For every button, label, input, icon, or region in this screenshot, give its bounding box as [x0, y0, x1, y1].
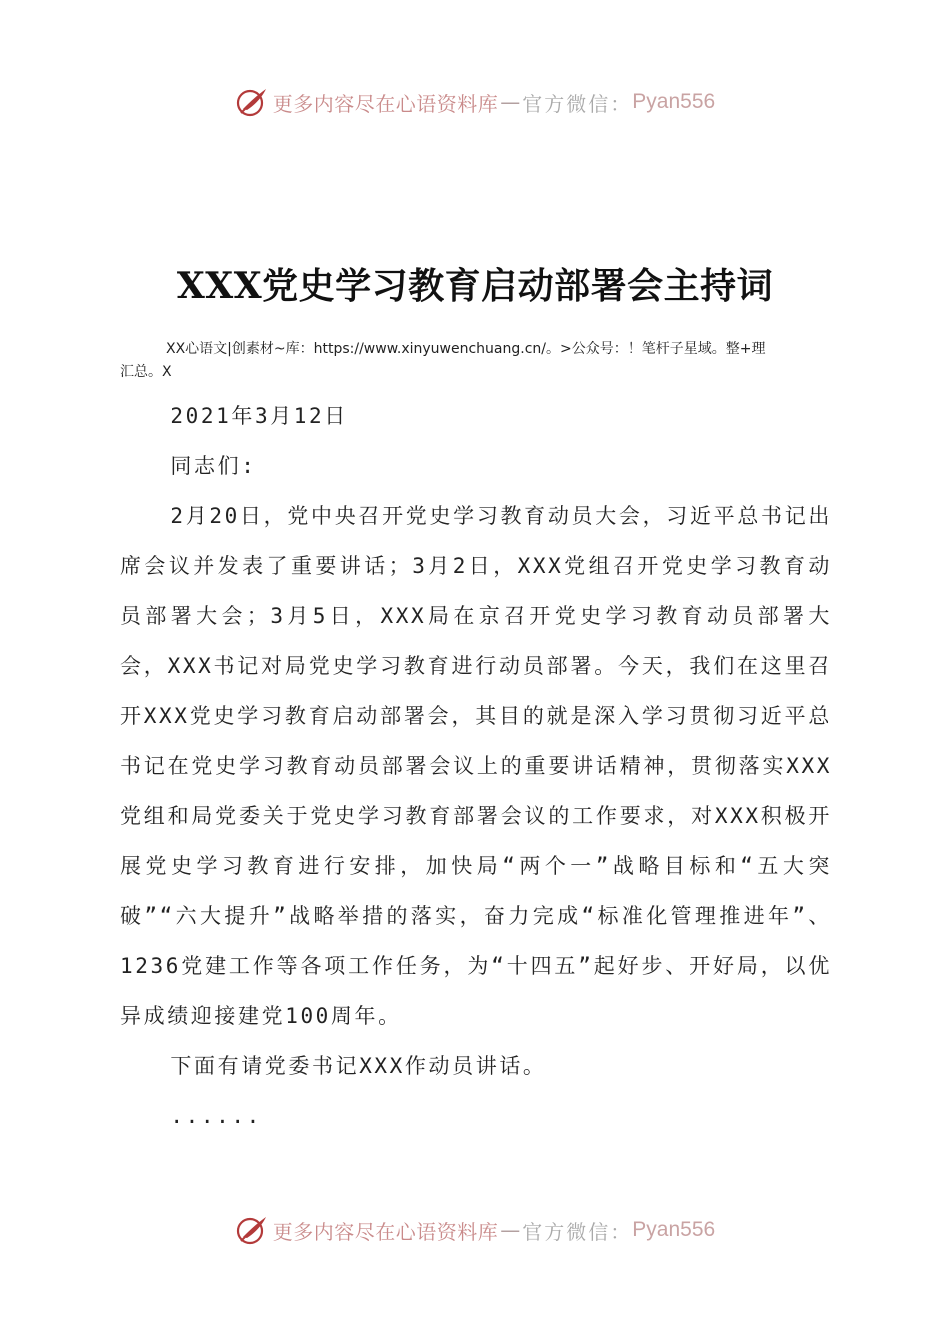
source-note-line1: XX心语文|创素材~库：https://www.xinyuwenchuang.cn/。>公众号：！笔杆子星域。整+理	[166, 341, 766, 357]
invite-paragraph: 下面有请党委书记XXX作动员讲话。	[170, 1054, 547, 1078]
banner-main-text: 更多内容尽在心语资料库	[272, 91, 499, 116]
banner-separator: —	[500, 1218, 521, 1242]
ellipsis-paragraph: ......	[170, 1104, 262, 1128]
banner-wechat-label: 官方微信：	[522, 91, 633, 116]
source-note	[120, 338, 836, 384]
banner-wechat-id: Pyan556	[632, 90, 716, 113]
document-date: 2021年3月12日	[170, 404, 348, 428]
banner-main-text: 更多内容尽在心语资料库	[272, 1219, 499, 1244]
document-title: XXX党史学习教育启动部署会主持词	[176, 265, 774, 307]
document-salutation: 同志们:	[170, 454, 257, 478]
banner-wechat-id: Pyan556	[632, 1218, 716, 1241]
header-watermark-banner	[0, 82, 950, 122]
quill-circle-icon	[235, 85, 269, 119]
document-body	[120, 391, 832, 1141]
banner-wechat-label: 官方微信：	[522, 1219, 633, 1244]
source-note-line2: 汇总。X	[120, 364, 172, 380]
footer-watermark-banner	[0, 1210, 950, 1250]
main-paragraph: 2月20日，党中央召开党史学习教育动员大会，习近平总书记出席会议并发表了重要讲话；3月2日，XXX党组召开党史学习教育动员部署大会；3月5日，XXX局在京召开党史学习教育动员部署大会，XXX书记对局党史学习教育进行动员部署。今天，我们在这里召开XXX党史学习教育启动部署会，其目的就是深入学习贯彻习近平总书记在党史学习教育动员部署会议上的重要讲话精神，贯彻落实XXX党组和局党委关于党史学习教育部署会议的工作要求，对XXX积极开展党史学习教育进行安排，加快局“两个一”战略目标和“五大突破”“六大提升”战略举措的落实，奋力完成“标准化管理推进年”、1236党建工作等各项工作任务，为“十四五”起好步、开好局，以优异成绩迎接建党100周年。	[120, 504, 832, 1028]
quill-circle-icon	[235, 1213, 269, 1247]
banner-separator: —	[500, 90, 521, 114]
